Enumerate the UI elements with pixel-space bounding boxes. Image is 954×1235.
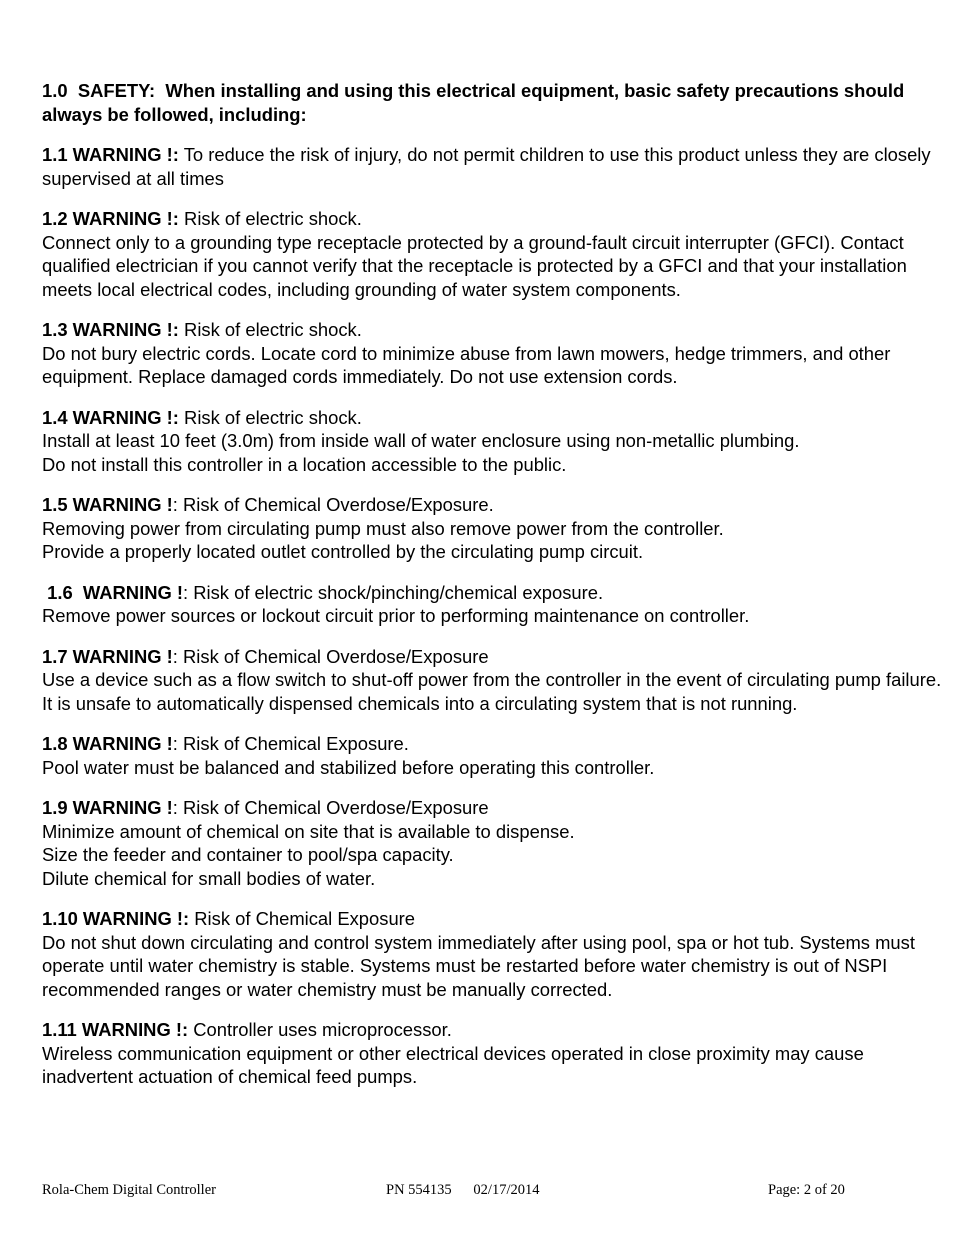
- warning-summary: Controller uses microprocessor.: [188, 1019, 452, 1040]
- warning-summary: : Risk of Chemical Overdose/Exposure: [172, 797, 489, 818]
- warning-body-line: Provide a properly located outlet controlled by the circulating pump circuit.: [42, 541, 644, 562]
- warning-body-line: Install at least 10 feet (3.0m) from inside wall of water enclosure using non-metallic plumbing.: [42, 430, 800, 451]
- warning-section-1-6: [42, 581, 942, 628]
- intro-number: 1.0: [42, 80, 68, 101]
- warning-body-line: Remove power sources or lockout circuit prior to performing maintenance on controller.: [42, 605, 750, 626]
- warning-heading: 1.3 WARNING !:: [42, 319, 179, 340]
- warning-body-line: Dilute chemical for small bodies of water.: [42, 867, 376, 889]
- footer-product-name: Rola-Chem Digital Controller: [42, 1182, 216, 1198]
- warning-heading: 1.10 WARNING !:: [42, 908, 190, 929]
- warning-body-line: Use a device such as a flow switch to shut-off power from the controller in the event of circulating pump failure. It is unsafe to automatically dispensed chemicals into a circulating system that is not running.: [42, 669, 942, 714]
- footer-page-number: Page: 2 of 20: [768, 1182, 845, 1198]
- warning-heading: 1.2 WARNING !:: [42, 208, 179, 229]
- warning-summary: Risk of electric shock.: [178, 406, 362, 428]
- document-body: [42, 79, 942, 1106]
- warning-section-1-1: [42, 143, 942, 190]
- safety-intro: [42, 79, 942, 126]
- warning-heading: 1.4 WARNING !:: [42, 406, 179, 428]
- warning-summary: : Risk of Chemical Exposure.: [172, 733, 409, 754]
- warning-section-1-7: [42, 645, 942, 716]
- warning-body-line: Connect only to a grounding type receptacle protected by a ground-fault circuit interrupter (GFCI). Contact qualified electrician if you cannot verify that the receptacle is protected by a GFCI and that your installation meets local electrical codes, including grounding of water system components.: [42, 231, 907, 300]
- warning-summary: Risk of electric shock.: [178, 208, 362, 229]
- warning-section-1-8: [42, 732, 942, 779]
- warning-heading: 1.6 WARNING !: [42, 581, 184, 603]
- warning-summary: Risk of electric shock.: [178, 319, 362, 340]
- warning-body-line: Do not install this controller in a location accessible to the public.: [42, 453, 567, 475]
- warning-section-1-10: [42, 907, 942, 1001]
- warning-heading: 1.11 WARNING !:: [42, 1019, 189, 1040]
- warning-summary: : Risk of Chemical Overdose/Exposure.: [172, 494, 494, 515]
- warning-section-1-3: [42, 318, 942, 389]
- warning-section-1-5: [42, 493, 942, 564]
- intro-label: SAFETY:: [77, 80, 156, 101]
- warning-heading: 1.9 WARNING !: [42, 797, 173, 818]
- warning-summary: Risk of Chemical Exposure: [189, 908, 416, 929]
- warning-section-1-9: [42, 796, 942, 890]
- warning-heading: 1.7 WARNING !: [42, 645, 173, 667]
- warning-body-line: Wireless communication equipment or other electrical devices operated in close proximity may cause inadvertent actuation of chemical feed pumps.: [42, 1042, 864, 1087]
- warning-body-line: Do not shut down circulating and control system immediately after using pool, spa or hot tub. Systems must operate until water chemistry is stable. Systems must be restarted before water chemistry is out of NSPI recommended ranges or water chemistry must be manually corrected.: [42, 931, 915, 1000]
- warning-section-1-4: [42, 406, 942, 477]
- warning-summary: To reduce the risk of injury, do not permit children to use this product unless they are closely supervised at all times: [42, 144, 931, 189]
- footer-part-number-date: PN 554135 02/17/2014: [386, 1182, 540, 1198]
- warning-heading: 1.8 WARNING !: [42, 733, 173, 754]
- warning-body-line: Removing power from circulating pump must also remove power from the controller.: [42, 517, 724, 539]
- warning-section-1-2: [42, 207, 942, 301]
- warning-summary: : Risk of electric shock/pinching/chemical exposure.: [183, 581, 604, 603]
- warning-section-1-11: [42, 1018, 942, 1089]
- warning-body-line: Size the feeder and container to pool/spa capacity.: [42, 844, 454, 865]
- warning-heading: 1.1 WARNING !:: [42, 144, 179, 165]
- intro-text: When installing and using this electrical equipment, basic safety precautions should always be followed, including:: [42, 80, 905, 125]
- warning-body-line: Minimize amount of chemical on site that is available to dispense.: [42, 820, 575, 842]
- warning-summary: : Risk of Chemical Overdose/Exposure: [172, 645, 489, 667]
- warning-body-line: Pool water must be balanced and stabilized before operating this controller.: [42, 756, 655, 778]
- warning-heading: 1.5 WARNING !: [42, 494, 173, 515]
- warning-body-line: Do not bury electric cords. Locate cord to minimize abuse from lawn mowers, hedge trimmers, and other equipment. Replace damaged cords immediately. Do not use extension cords.: [42, 342, 891, 387]
